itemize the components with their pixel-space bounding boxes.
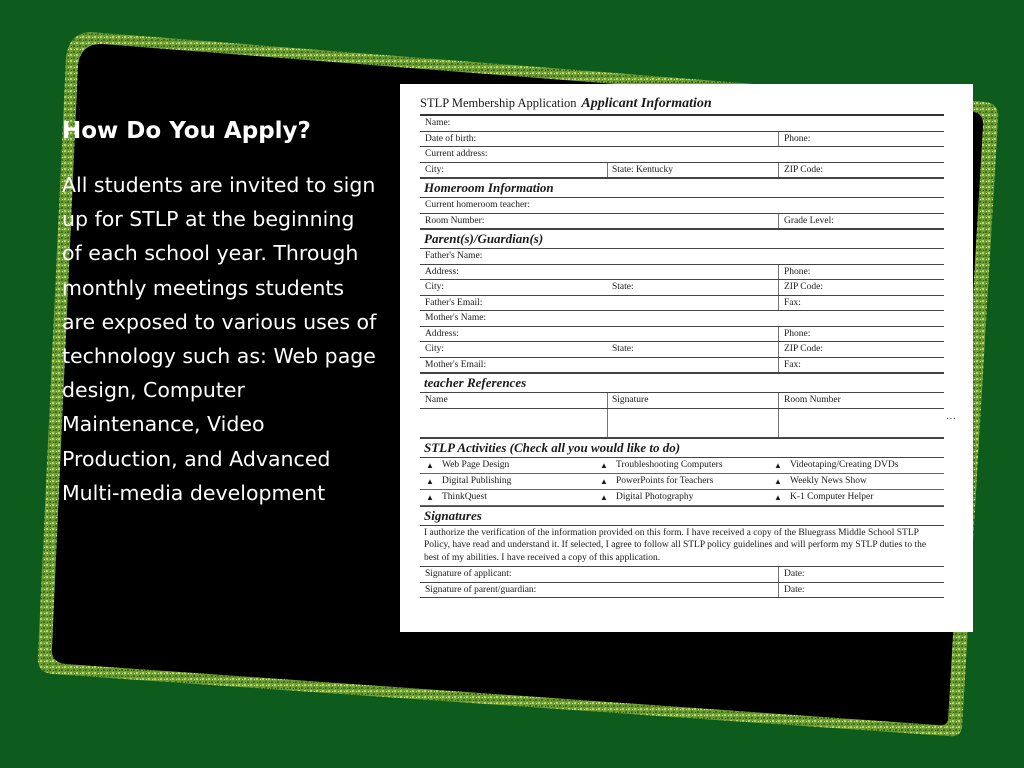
ref-room-header: Room Number	[784, 395, 841, 405]
triangle-icon: ▲	[774, 476, 782, 486]
activity-item: K-1 Computer Helper	[790, 491, 874, 502]
address-label: Address:	[425, 266, 459, 277]
activity-item: Digital Photography	[616, 491, 694, 502]
grade-level-label: Grade Level:	[784, 215, 834, 226]
mother-name-label: Mother's Name:	[425, 313, 487, 323]
slide-heading: How Do You Apply?	[62, 118, 311, 144]
activity-item: Weekly News Show	[790, 475, 867, 486]
mother-email-label: Mother's Email:	[425, 359, 487, 370]
form-title-bar	[420, 92, 944, 116]
form-row	[420, 147, 944, 163]
applicant-signature-label: Signature of applicant:	[425, 569, 512, 579]
references-section-title: teacher References	[420, 373, 944, 393]
scan-marks: ···	[946, 414, 956, 425]
date-label: Date:	[784, 584, 805, 595]
triangle-icon: ▲	[774, 492, 782, 502]
state-label: State:	[612, 344, 634, 354]
form-row	[420, 327, 944, 343]
fax-label: Fax:	[784, 297, 801, 308]
applicant-section-title: Applicant Information	[581, 96, 712, 111]
triangle-icon: ▲	[426, 476, 434, 486]
address-label: Address:	[425, 328, 459, 339]
signatures-section-title: Signatures	[420, 506, 944, 526]
form-row	[420, 116, 944, 132]
triangle-icon: ▲	[426, 492, 434, 502]
activity-row	[420, 474, 944, 490]
form-row	[420, 280, 944, 296]
parents-section-title: Parent(s)/Guardian(s)	[420, 229, 944, 249]
date-label: Date:	[784, 569, 805, 579]
form-row	[420, 296, 944, 312]
activity-row	[420, 458, 944, 474]
zip-label: ZIP Code:	[784, 344, 823, 354]
form-row	[420, 311, 944, 327]
father-name-label: Father's Name:	[425, 251, 483, 261]
form-row	[420, 163, 944, 179]
form-row	[420, 393, 944, 409]
activity-item: Web Page Design	[442, 459, 510, 470]
zip-label: ZIP Code:	[784, 282, 823, 292]
form-row	[420, 567, 944, 583]
activities-section-title: STLP Activities (Check all you would like to do)	[420, 438, 944, 458]
slide-body-text: All students are invited to sign up for STLP at the beginning of each school year. Through monthly meetings students are exposed to various uses of technology such as: Web page design, Computer Maintenance, Video Production, and Advanced Multi-media development	[62, 173, 377, 505]
phone-label: Phone:	[784, 266, 811, 277]
city-label: City:	[425, 344, 445, 354]
form-row	[420, 265, 944, 281]
form-content	[420, 92, 944, 598]
parent-signature-label: Signature of parent/guardian:	[425, 584, 537, 595]
fax-label: Fax:	[784, 359, 801, 370]
activity-item: Videotaping/Creating DVDs	[790, 459, 899, 470]
authorization-statement: I authorize the verification of the information provided on this form. I have received a copy of the Bluegrass Middle School STLP Policy, have read and understand it. If selected, I agree to follow all STLP policy guidelines and will perform my STLP duties to the best of my abilities. I have received a copy of this application.	[420, 526, 944, 568]
name-label: Name:	[425, 118, 451, 128]
triangle-icon: ▲	[426, 460, 434, 470]
activity-row	[420, 490, 944, 506]
reference-blank-rows	[420, 409, 944, 438]
city-label: City:	[425, 164, 445, 175]
form-row	[420, 583, 944, 599]
form-row	[420, 198, 944, 214]
triangle-icon: ▲	[600, 492, 608, 502]
form-row	[420, 249, 944, 265]
triangle-icon: ▲	[774, 460, 782, 470]
form-title: STLP Membership Application	[420, 96, 577, 110]
room-number-label: Room Number:	[425, 215, 485, 226]
activity-item: PowerPoints for Teachers	[616, 475, 714, 486]
form-row	[420, 342, 944, 358]
activity-item: Digital Publishing	[442, 475, 512, 486]
application-form-image	[400, 84, 973, 632]
homeroom-section-title: Homeroom Information	[420, 178, 944, 198]
zip-label: ZIP Code:	[784, 164, 823, 175]
father-email-label: Father's Email:	[425, 297, 483, 308]
state-label: State:	[612, 282, 634, 292]
city-label: City:	[425, 282, 445, 292]
state-label: State: Kentucky	[612, 164, 673, 175]
triangle-icon: ▲	[600, 460, 608, 470]
current-address-label: Current address:	[425, 149, 488, 159]
activity-item: Troubleshooting Computers	[616, 459, 723, 470]
form-row	[420, 132, 944, 148]
ref-name-header: Name	[425, 395, 448, 405]
ref-signature-header: Signature	[612, 395, 649, 405]
form-row	[420, 358, 944, 374]
phone-label: Phone:	[784, 133, 811, 144]
form-row	[420, 214, 944, 230]
homeroom-teacher-label: Current homeroom teacher:	[425, 200, 530, 210]
phone-label: Phone:	[784, 328, 811, 339]
dob-label: Date of birth:	[425, 133, 477, 144]
activity-item: ThinkQuest	[442, 491, 487, 502]
triangle-icon: ▲	[600, 476, 608, 486]
